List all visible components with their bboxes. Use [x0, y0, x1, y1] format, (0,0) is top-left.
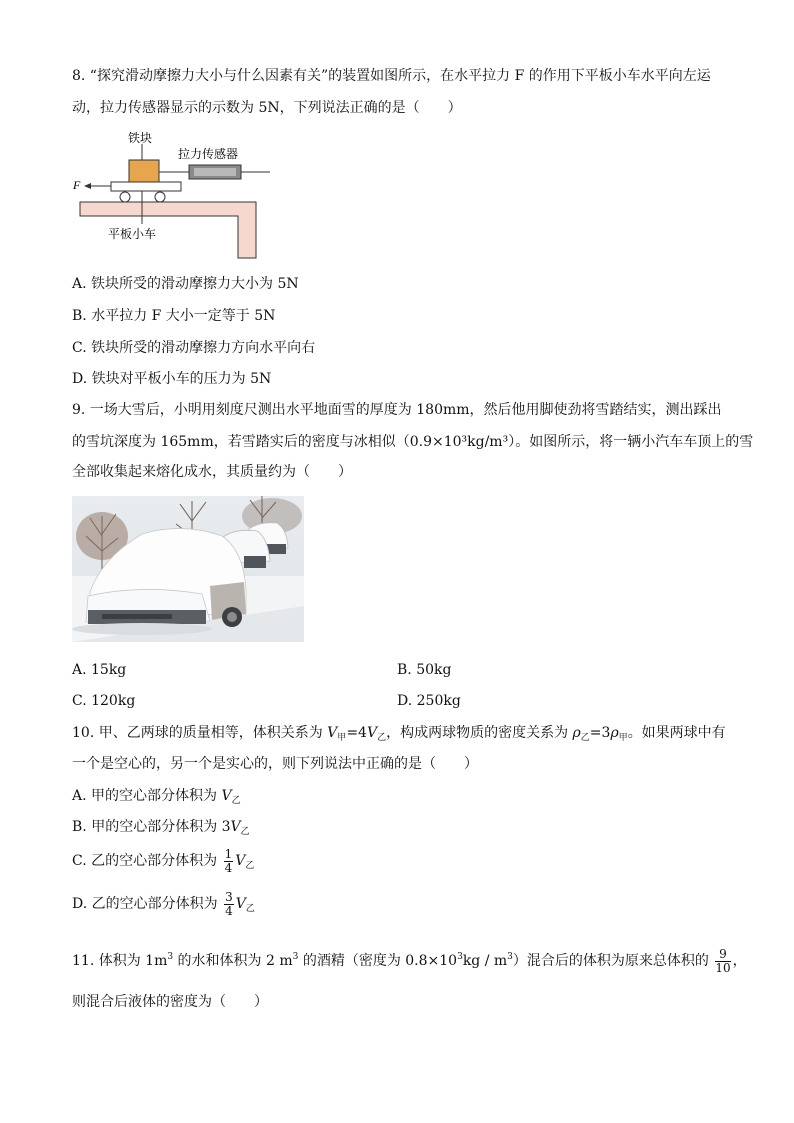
q10-option-d	[72, 889, 255, 924]
q10-var-rho: ρ	[572, 725, 581, 741]
q10-sub-yi: 乙	[245, 904, 255, 914]
q10-var-v: V	[235, 853, 246, 869]
q10-var-v: V	[235, 896, 246, 912]
q11-sup: 3	[507, 952, 513, 962]
q10-text-b: ，构成两球物质的密度关系为	[386, 725, 573, 741]
q11-text-d: kg / m	[462, 953, 508, 969]
q10-option-a	[72, 786, 241, 811]
iron-block	[129, 160, 159, 182]
fraction-denominator: 10	[715, 960, 731, 975]
q8-option-d: D. 铁块对平板小车的压力为 5N	[72, 371, 272, 387]
q8-option-a: A. 铁块所受的滑动摩擦力大小为 5N	[72, 276, 299, 292]
q8-stem-line1: 8. “探究滑动摩擦力大小与什么因素有关”的装置如图所示，在水平拉力 F 的作用下平板小车水平向左运	[72, 68, 711, 84]
diagram-label-cart: 平板小车	[108, 227, 157, 241]
cart-plate	[111, 182, 181, 191]
q11-stem-line2: 则混合后液体的密度为（ ）	[72, 994, 268, 1010]
diagram-label-force: F	[73, 178, 81, 192]
q10-var-v: V	[366, 725, 378, 741]
fraction-denominator: 4	[224, 860, 233, 875]
q9-stem-line1: 9. 一场大雪后，小明用刻度尺测出水平地面雪的厚度为 180mm，然后他用脚使劲将雪踏结实，测出踩出	[72, 402, 722, 418]
q10-var-v: V	[327, 725, 338, 741]
cart-wheel-left	[120, 192, 130, 202]
q10-sub-yi: 乙	[245, 861, 255, 871]
q10-sub-yi: 乙	[580, 733, 590, 743]
q11-sup: 3	[292, 952, 299, 962]
q9-stem-line2: 的雪坑深度为 165mm，若雪踏实后的密度与冰相似（0.9×10³kg/m³）。如图所示，将一辆小汽车车顶上的雪	[72, 434, 754, 450]
fraction-numerator: 9	[715, 948, 730, 962]
q11-text-f: ，	[732, 953, 747, 969]
q8-option-b: B. 水平拉力 F 大小一定等于 5N	[72, 308, 276, 324]
q11-sup: 3	[457, 952, 463, 962]
q10-eq-vol: =4	[346, 725, 367, 741]
q10-var-v: V	[221, 788, 232, 804]
q11-fraction	[715, 948, 730, 975]
q10-eq-rho: =3	[589, 725, 611, 741]
fraction-numerator: 3	[225, 889, 233, 904]
q10-text-a: 10. 甲、乙两球的质量相等，体积关系为	[72, 725, 328, 741]
q10-option-b	[72, 817, 250, 842]
q11-text-b: 的水和体积为 2 m	[173, 953, 293, 969]
cart-wheel-right	[155, 192, 165, 202]
q10-var-v: V	[230, 819, 241, 835]
q9-option-b: B. 50kg	[397, 662, 452, 678]
q10-var-rho: ρ	[610, 725, 619, 741]
q10-stem-line1	[72, 723, 726, 748]
q10-option-c-text: C. 乙的空心部分体积为	[72, 853, 222, 869]
q9-stem-line3: 全部收集起来熔化成水，其质量约为（ ）	[72, 464, 352, 480]
q10-sub-yi: 乙	[231, 796, 241, 806]
q10-sub-jia: 甲	[337, 733, 347, 743]
diagram-label-sensor: 拉力传感器	[178, 147, 239, 161]
q10-option-d-text: D. 乙的空心部分体积为	[72, 896, 223, 912]
q11-text-e: ）混合后的体积为原来总体积的	[512, 953, 714, 969]
q10-sub-yi: 乙	[377, 733, 387, 743]
q10-option-c	[72, 846, 254, 881]
q10-text-c: 。如果两球中有	[627, 725, 726, 741]
fraction-numerator: 1	[224, 846, 233, 861]
friction-apparatus-diagram	[70, 128, 270, 268]
q11-text-a: 11. 体积为 1m	[72, 953, 168, 969]
q10-option-b-text: B. 甲的空心部分体积为 3	[72, 819, 231, 835]
q10-sub-jia: 甲	[618, 733, 628, 743]
q9-option-d: D. 250kg	[397, 693, 461, 709]
table-support	[80, 202, 256, 258]
q9-option-a: A. 15kg	[72, 662, 127, 678]
q10-option-c-fraction	[224, 848, 234, 875]
diagram-label-block: 铁块	[128, 131, 153, 145]
q10-stem-line2: 一个是空心的，另一个是实心的，则下列说法中正确的是（ ）	[72, 756, 478, 772]
q11-stem-line1	[72, 940, 747, 978]
q9-option-c: C. 120kg	[72, 693, 136, 709]
q8-option-c: C. 铁块所受的滑动摩擦力方向水平向右	[72, 340, 316, 356]
force-sensor-face	[194, 168, 236, 176]
q11-text-c: 的酒精（密度为 0.8×10	[298, 953, 458, 969]
q10-option-a-text: A. 甲的空心部分体积为	[72, 788, 222, 804]
snow-covered-cars-photo	[72, 496, 304, 642]
q10-option-d-fraction	[224, 891, 234, 918]
fraction-denominator: 4	[225, 903, 233, 918]
q10-sub-yi: 乙	[240, 827, 250, 837]
q11-sup: 3	[167, 952, 174, 962]
q8-stem-line2: 动，拉力传感器显示的示数为 5N，下列说法正确的是（ ）	[72, 100, 462, 116]
